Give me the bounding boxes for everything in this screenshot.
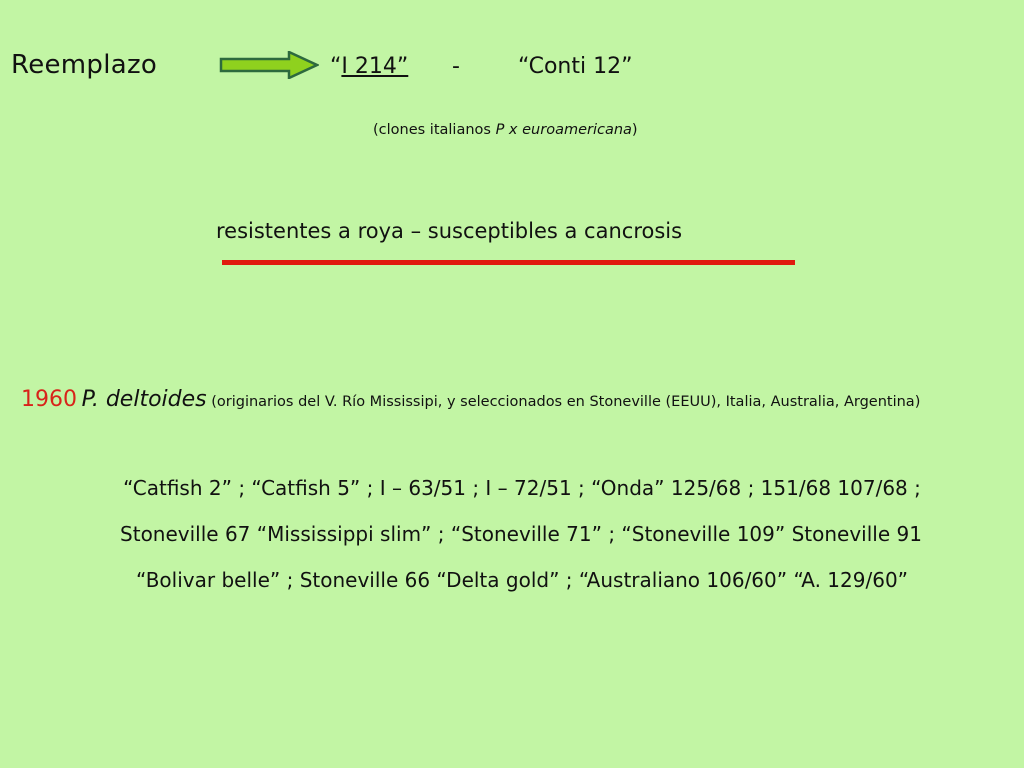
clone-list-line-1: “Catfish 2” ; “Catfish 5” ; I – 63/51 ; I – 72/51 ; “Onda” 125/68 ; 151/68 107/68 ; [123, 476, 921, 500]
introduction-paragraph [11, 386, 1011, 416]
separator-dash: - [452, 54, 460, 79]
resistance-statement: resistentes a roya – susceptibles a cancrosis [216, 219, 683, 243]
clones-note-species: P x euroamericana [495, 122, 632, 138]
clone-list-line-2: Stoneville 67 “Mississippi slim” ; “Stoneville 71” ; “Stoneville 109” Stoneville 91 [120, 522, 922, 546]
clone-list-line-3: “Bolivar belle” ; Stoneville 66 “Delta gold” ; “Australiano 106/60” “A. 129/60” [135, 568, 909, 592]
red-divider [222, 260, 795, 265]
introduction-species: P. deltoides [81, 387, 207, 412]
clone-conti12-label: “Conti 12” [518, 54, 633, 79]
introduction-year: 1960 [21, 387, 77, 412]
slide-title: Reemplazo [11, 50, 158, 80]
clones-note [373, 122, 638, 138]
right-arrow-icon [219, 51, 319, 79]
clones-note-suffix: ) [631, 122, 638, 138]
clones-note-prefix: (clones italianos [373, 122, 496, 138]
clone-i214-label: “I 214” [330, 54, 409, 79]
introduction-description: (originarios del V. Río Mississipi, y seleccionados en Stoneville (EEUU), Italia, Australia, Argentina) [211, 394, 921, 410]
